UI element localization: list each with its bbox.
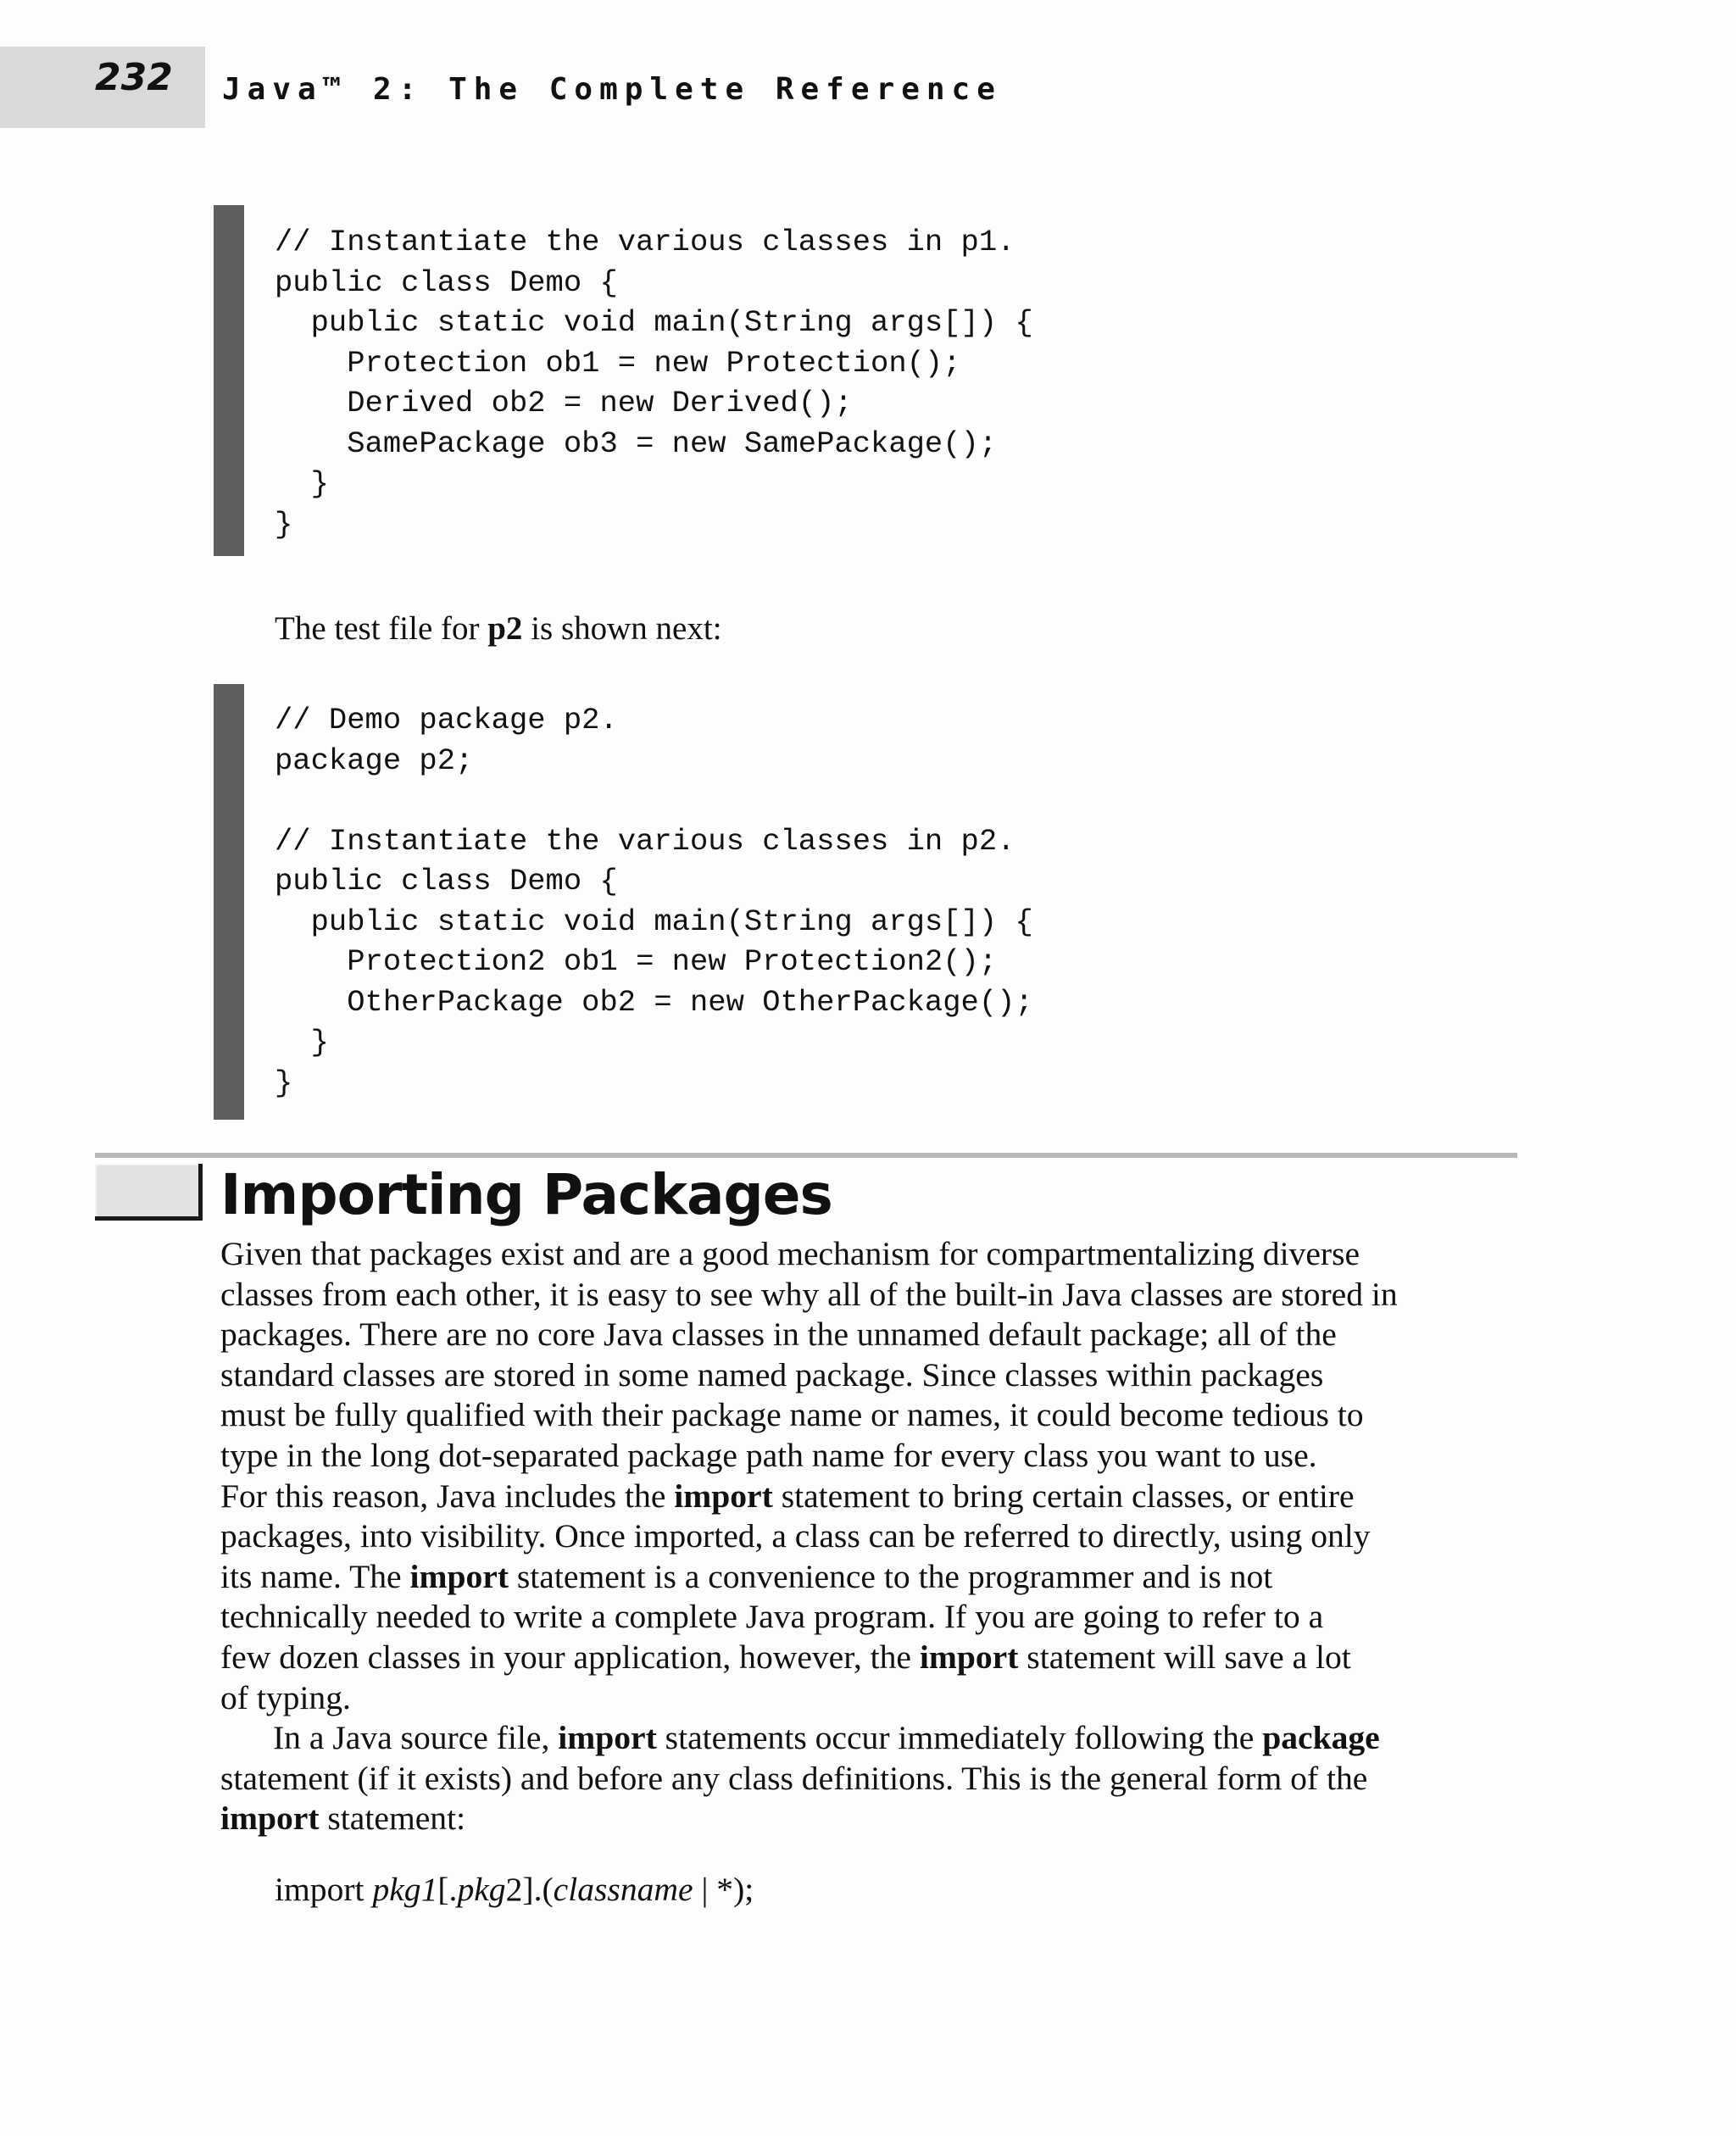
body-line: classes from each other, it is easy to see why all of the built-in Java classes are stored in	[220, 1275, 1398, 1313]
intro-text-after: is shown next:	[522, 610, 722, 647]
code-line: // Instantiate the various classes in p2.	[275, 823, 1015, 859]
keyword-import: import	[409, 1557, 509, 1595]
body-line: Given that packages exist and are a good mechanism for compartmentalizing diverse	[220, 1235, 1360, 1272]
body-line	[220, 1638, 1526, 1678]
intro-text-before: The test file for	[275, 610, 488, 647]
code-line: }	[275, 466, 329, 501]
code-line: }	[275, 1025, 329, 1060]
syntax-middle: ].(	[522, 1871, 554, 1908]
syntax-pkg2-num: 2	[505, 1871, 523, 1908]
running-head: Java™ 2: The Complete Reference	[222, 72, 1002, 107]
import-syntax	[275, 1870, 754, 1911]
intro-text-bold: p2	[487, 610, 523, 647]
code-line: // Instantiate the various classes in p1.	[275, 225, 1015, 259]
code-line: }	[275, 506, 293, 542]
body-text-span: statements occur immediately following the	[656, 1719, 1263, 1757]
body-text-span: For this reason, Java includes the	[220, 1477, 675, 1515]
body-text-span: statement will save a lot	[1018, 1638, 1351, 1676]
body-line	[220, 1718, 1526, 1759]
body-text-span: statement to bring certain classes, or entire	[772, 1477, 1355, 1515]
keyword-import: import	[558, 1719, 657, 1757]
body-line: must be fully qualified with their package name or names, it could become tedious to	[220, 1396, 1364, 1434]
body-text-span: few dozen classes in your application, however, the	[220, 1638, 920, 1676]
keyword-import: import	[220, 1799, 320, 1838]
body-line: statement (if it exists) and before any class definitions. This is the general form of the	[220, 1759, 1368, 1797]
section-heading-box	[95, 1164, 203, 1221]
body-line: type in the long dot-separated package path name for every class you want to use.	[220, 1436, 1317, 1474]
page-number: 232	[95, 56, 173, 99]
body-line	[220, 1799, 1526, 1839]
code-line: Protection ob1 = new Protection();	[275, 345, 961, 381]
body-line: technically needed to write a complete Java program. If you are going to refer to a	[220, 1598, 1324, 1636]
code-block-2	[275, 700, 1033, 1103]
section-body	[220, 1234, 1526, 1839]
body-line: standard classes are stored in some named package. Since classes within packages	[220, 1355, 1324, 1393]
syntax-pkg2: pkg	[457, 1871, 506, 1908]
intro-paragraph	[275, 609, 722, 649]
syntax-pkg1: pkg1	[372, 1871, 438, 1908]
body-text-span: its name. The	[220, 1557, 410, 1595]
code-block-1-bar	[214, 205, 244, 556]
syntax-keyword: import	[275, 1871, 373, 1908]
section-heading: Importing Packages	[220, 1162, 832, 1227]
body-line: packages. There are no core Java classes in the unnamed default package; all of the	[220, 1316, 1337, 1354]
body-line: of typing.	[220, 1678, 351, 1716]
body-text-span: In a Java source file,	[273, 1719, 559, 1757]
code-line: public static void main(String args[]) {	[275, 904, 1033, 939]
code-line: SamePackage ob3 = new SamePackage();	[275, 426, 998, 461]
section-rule	[95, 1153, 1517, 1158]
code-block-2-bar	[214, 684, 244, 1120]
code-line: Protection2 ob1 = new Protection2();	[275, 944, 998, 979]
body-line	[220, 1557, 1526, 1598]
code-line: public class Demo {	[275, 864, 618, 898]
code-line: }	[275, 1065, 293, 1100]
code-line: package p2;	[275, 743, 474, 778]
code-line: Derived ob2 = new Derived();	[275, 386, 853, 420]
code-line	[275, 781, 1033, 821]
body-text-span: statement is a convenience to the programmer and is not	[509, 1557, 1273, 1595]
code-line: OtherPackage ob2 = new OtherPackage();	[275, 984, 1033, 1020]
keyword-import: import	[674, 1477, 773, 1515]
code-block-1	[275, 222, 1033, 544]
body-line	[220, 1477, 1526, 1517]
code-line: public class Demo {	[275, 264, 618, 300]
code-line: public static void main(String args[]) {	[275, 305, 1033, 340]
keyword-import: import	[919, 1638, 1019, 1676]
syntax-tail: | *);	[693, 1871, 754, 1908]
keyword-package: package	[1262, 1719, 1380, 1757]
body-line: packages, into visibility. Once imported, a class can be referred to directly, using only	[220, 1517, 1371, 1555]
syntax-bracket-open: [.	[437, 1871, 458, 1908]
body-text-span: statement:	[319, 1799, 466, 1838]
syntax-classname: classname	[553, 1871, 693, 1908]
code-line: // Demo package p2.	[275, 703, 618, 737]
